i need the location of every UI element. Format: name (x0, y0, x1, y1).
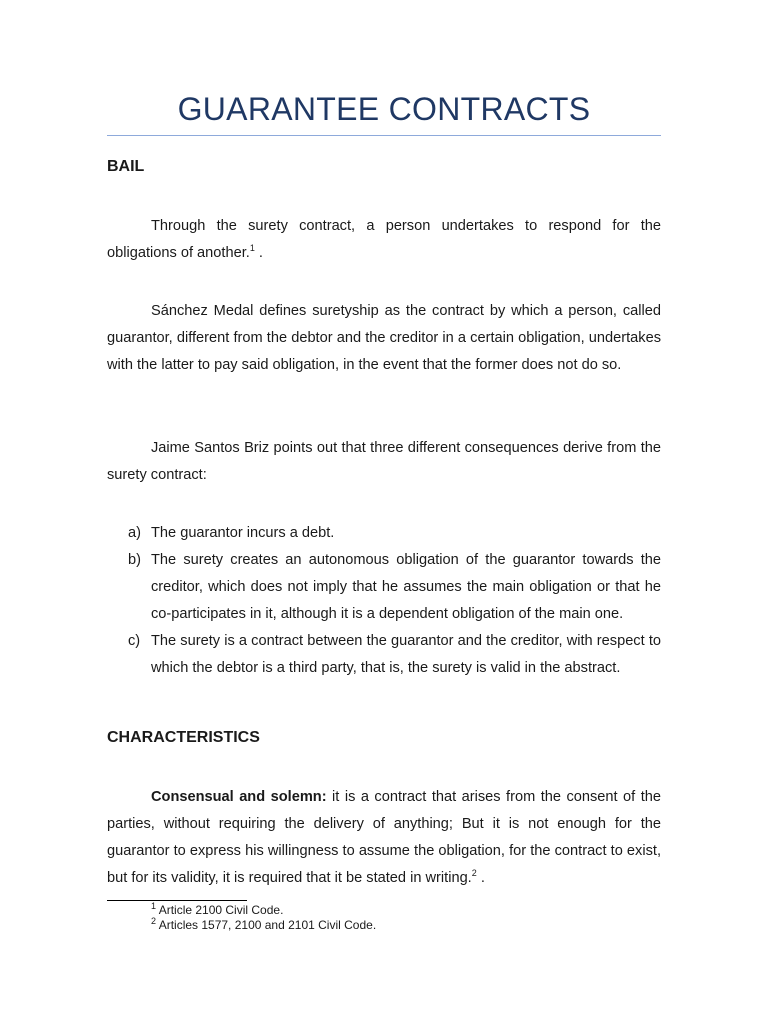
document-title: GUARANTEE CONTRACTS (177, 91, 591, 127)
list-item (107, 520, 661, 547)
paragraph-text: it is a contract that arises from the consent of the parties, without requiring the delivery of anything; But it is not enough for the guarantor to express his willingness to assume the obligation, for the contract to exist, but for its validity, it is required that it be stated in writing. (107, 789, 661, 886)
list-item-text: The surety is a contract between the guarantor and the creditor, with respect to which the debtor is a third party, that is, the surety is valid in the abstract. (151, 633, 661, 676)
footnote-text: Articles 1577, 2100 and 2101 Civil Code. (156, 918, 377, 932)
footnote-text: Article 2100 Civil Code. (156, 903, 284, 917)
paragraph-santos-briz: Jaime Santos Briz points out that three different consequences derive from the surety contract: (107, 440, 661, 483)
footnote-ref-2: 2 (471, 868, 477, 879)
title-underline (107, 135, 661, 136)
paragraph-surety-definition (107, 213, 661, 267)
paragraph-sanchez-medal: Sánchez Medal defines suretyship as the contract by which a person, called guarantor, different from the debtor and the creditor in a certain obligation, undertakes with the latter to pay said obligation, in the event that the former does not do so. (107, 303, 661, 373)
list-marker: c) (128, 633, 141, 649)
footnote-number: 2 (151, 916, 157, 926)
list-marker: b) (128, 552, 141, 568)
section-heading-bail: BAIL (107, 158, 145, 175)
paragraph-consensual-solemn (107, 784, 661, 892)
term-label: Consensual and solemn: (151, 789, 327, 805)
list-item-text: The guarantor incurs a debt. (151, 525, 335, 541)
paragraph-text: Through the surety contract, a person undertakes to respond for the obligations of another. (107, 218, 661, 261)
footnote-separator (107, 900, 247, 901)
list-marker: a) (128, 525, 141, 541)
list-item (107, 547, 661, 628)
footnote-1 (151, 903, 283, 918)
list-item (107, 628, 661, 682)
list-item-text: The surety creates an autonomous obligation of the guarantor towards the creditor, which does not imply that he assumes the main obligation or that he co-participates in it, although it is a dependent obligation of the main one. (151, 552, 661, 622)
footnote-2 (151, 918, 376, 933)
paragraph-tail: . (254, 245, 263, 261)
paragraph-tail: . (476, 870, 485, 886)
consequences-list (107, 520, 661, 682)
section-heading-characteristics: CHARACTERISTICS (107, 729, 260, 746)
footnote-ref-1: 1 (249, 243, 255, 254)
footnote-number: 1 (151, 901, 157, 911)
